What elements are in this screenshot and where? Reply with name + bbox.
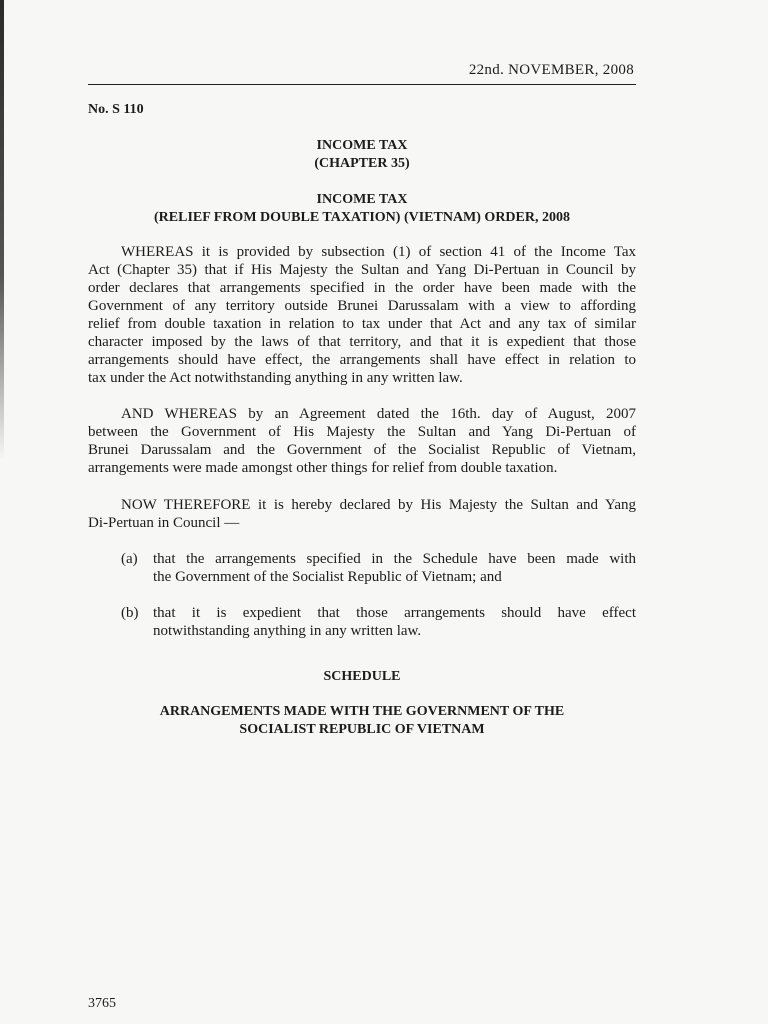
header-rule [88,84,636,85]
list-item-line: the Government of the Socialist Republic of Vietnam; and [153,569,502,585]
paragraph-line: NOW THEREFORE it is hereby declared by His Majesty the Sultan and Yang [121,497,636,513]
paragraph-line: relief from double taxation in relation to tax under that Act and any tax of similar [88,316,636,332]
paragraph-line: order declares that arrangements specified in the order have been made with the [88,280,636,296]
paragraph-line: Act (Chapter 35) that if His Majesty the Sultan and Yang Di-Pertuan in Council by [88,262,636,278]
list-item-label: (b) [121,605,139,621]
paragraph-line: Brunei Darussalam and the Government of the Socialist Republic of Vietnam, [88,442,636,458]
schedule-subheading-line1: ARRANGEMENTS MADE WITH THE GOVERNMENT OF THE [159,704,565,719]
list-item-body [153,604,636,640]
schedule-heading: SCHEDULE [323,669,401,684]
list-item-label: (a) [121,551,138,567]
paragraph-line: Di-Pertuan in Council — [88,515,240,531]
order-subtitle: (RELIEF FROM DOUBLE TAXATION) (VIETNAM) ORDER, 2008 [154,210,570,225]
paragraph-line: between the Government of His Majesty the Sultan and Yang Di-Pertuan of [88,424,636,440]
list-item-line: that it is expedient that those arrangements should have effect [153,605,636,621]
schedule-subheading-line2: SOCIALIST REPUBLIC OF VIETNAM [239,722,485,737]
order-title: INCOME TAX [316,192,408,207]
scan-edge-shadow [0,0,4,460]
now-therefore-paragraph [88,496,636,532]
paragraph-line: arrangements were made amongst other things for relief from double taxation. [88,460,558,476]
and-whereas-paragraph [88,405,636,477]
paragraph-line: AND WHEREAS by an Agreement dated the 16th. day of August, 2007 [121,406,636,422]
act-chapter: (CHAPTER 35) [314,156,410,171]
paragraph-line: tax under the Act notwithstanding anything in any written law. [88,370,463,386]
paragraph-line: Government of any territory outside Brunei Darussalam with a view to affording [88,298,636,314]
list-item-line: notwithstanding anything in any written law. [153,623,422,639]
whereas-paragraph [88,243,636,387]
list-item-a [121,550,636,586]
page-number: 3765 [88,996,116,1011]
header-date: 22nd. NOVEMBER, 2008 [468,62,634,78]
document-number: No. S 110 [88,102,144,117]
paragraph-line: WHEREAS it is provided by subsection (1) of section 41 of the Income Tax [121,244,636,260]
paragraph-line: arrangements should have effect, the arrangements shall have effect in relation to [88,352,636,368]
list-item-body [153,550,636,586]
act-title: INCOME TAX [316,138,408,153]
paragraph-line: character imposed by the laws of that territory, and that it is expedient that those [88,334,636,350]
list-item-line: that the arrangements specified in the Schedule have been made with [153,551,636,567]
list-item-b [121,604,636,640]
